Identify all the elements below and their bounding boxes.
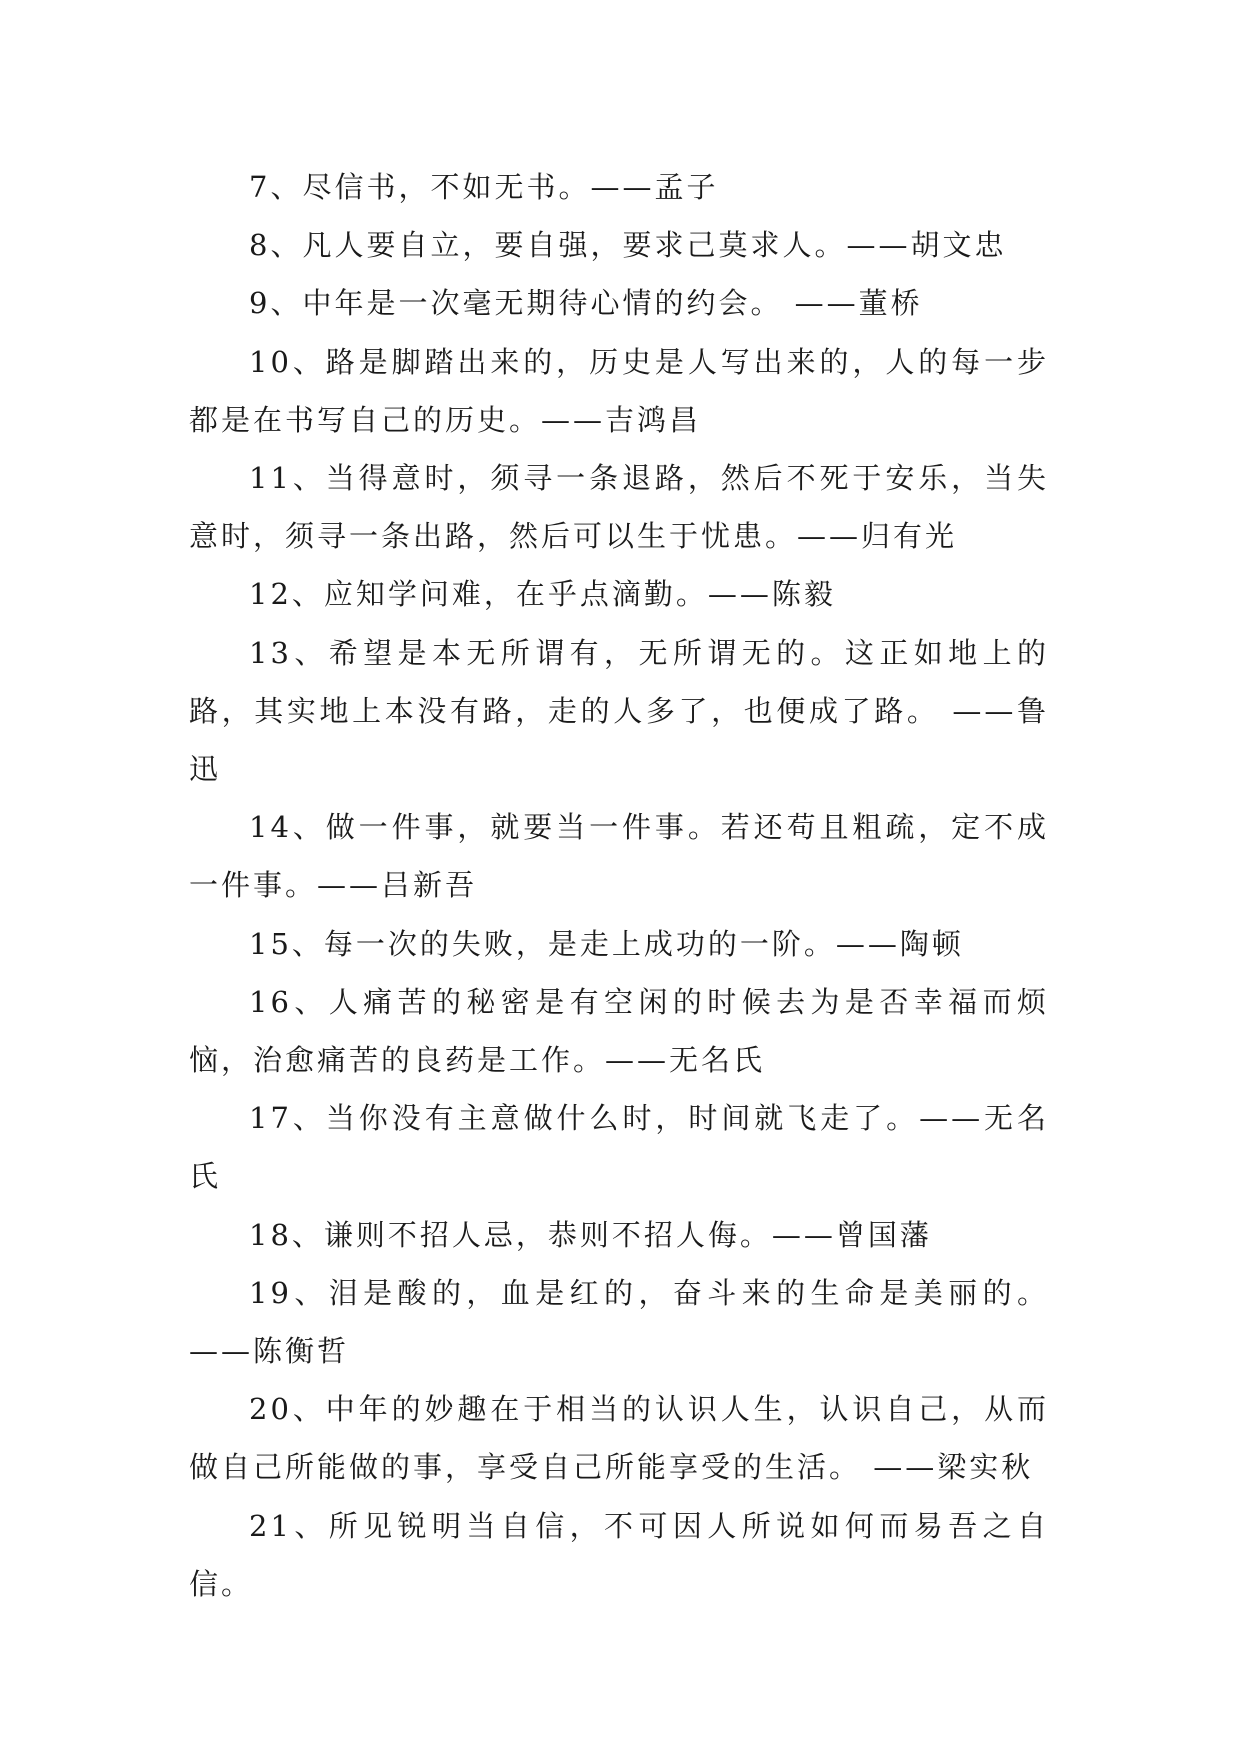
- quote-paragraph-14: 14、做一件事，就要当一件事。若还苟且粗疏，定不成一件事。——吕新吾: [189, 810, 1049, 903]
- quote-paragraph-21: 21、所见锐明当自信，不可因人所说如何而易吾之自信。: [189, 1508, 1049, 1601]
- quote-paragraph-17: 17、当你没有主意做什么时，时间就飞走了。——无名氏: [189, 1101, 1049, 1194]
- quote-paragraph-11: 11、当得意时，须寻一条退路，然后不死于安乐，当失意时，须寻一条出路，然后可以生于忧患。——归有光: [189, 461, 1049, 554]
- quote-paragraph-20: 20、中年的妙趣在于相当的认识人生，认识自己，从而做自己所能做的事，享受自己所能享受的生活。 ——梁实秋: [189, 1392, 1049, 1485]
- quote-paragraph-9: 9、中年是一次毫无期待心情的约会。 ——董桥: [249, 286, 923, 321]
- quote-paragraph-7: 7、尽信书，不如无书。——孟子: [249, 170, 719, 204]
- quote-paragraph-18: 18、谦则不招人忌，恭则不招人侮。——曾国藩: [249, 1217, 932, 1252]
- quote-list: [189, 158, 1049, 1613]
- quote-paragraph-10: 10、路是脚踏出来的，历史是人写出来的，人的每一步都是在书写自己的历史。——吉鸿昌: [189, 344, 1049, 437]
- quote-paragraph-13: 13、希望是本无所谓有，无所谓无的。这正如地上的路，其实地上本没有路，走的人多了，也便成了路。 ——鲁迅: [189, 635, 1049, 787]
- quote-paragraph-19: 19、泪是酸的，血是红的，奋斗来的生命是美丽的。——陈衡哲: [189, 1275, 1049, 1369]
- quote-paragraph-15: 15、每一次的失败，是走上成功的一阶。——陶顿: [249, 926, 964, 961]
- quote-paragraph-8: 8、凡人要自立，要自强，要求己莫求人。——胡文忠: [249, 228, 1007, 263]
- quote-paragraph-12: 12、应知学问难，在乎点滴勤。——陈毅: [249, 577, 836, 612]
- quote-paragraph-16: 16、人痛苦的秘密是有空闲的时候去为是否幸福而烦恼，治愈痛苦的良药是工作。——无名氏: [189, 984, 1049, 1078]
